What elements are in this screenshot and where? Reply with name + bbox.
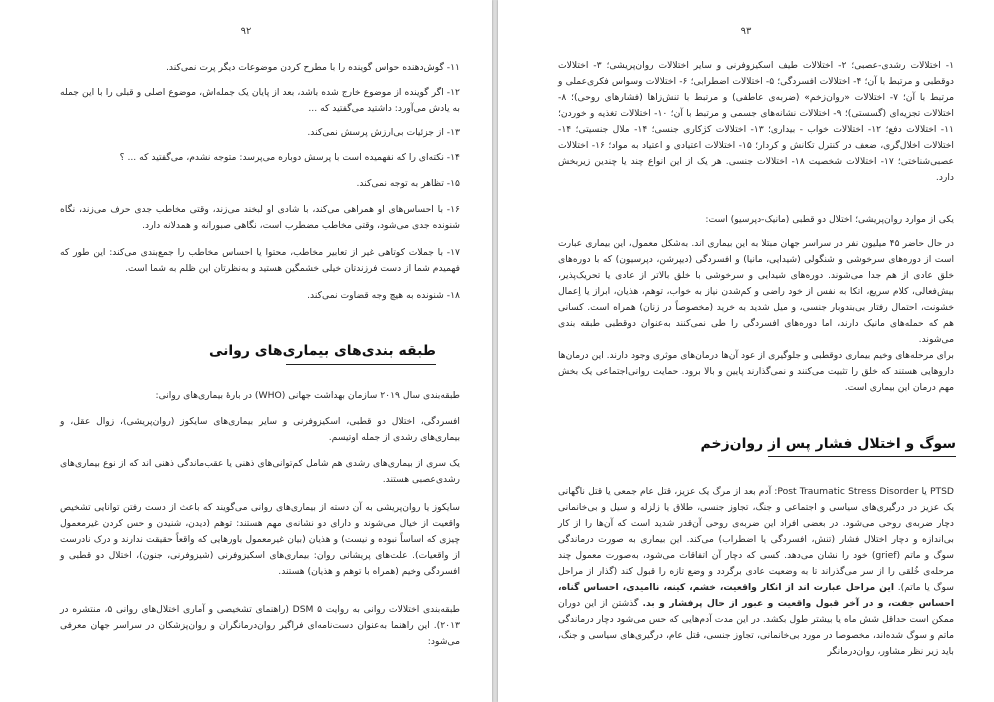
- paragraph: سایکوز یا روان‌پریشی به آن دسته از بیماری‌های روانی می‌گویند که باعث از دست رفتن توانایی تشخیص واقعیت از خیال می‌شوند و دارای دو نشانه‌ی مهم هستند: توهم (دیدن، شنیدن و حس کردن غیرمعمول چیزی که اساساً نبوده و نیست) و هذیان (بیان غیرمعمول باورهایی که واقعاً حقیقت ندارند و درک نادرست از واقعیات). علت‌های پریشانی روان: بیماری‌های اسکیزوفرنی (شیزوفرنی، جنون)، اختلال دو قطبی و افسردگی وخیم (همراه با توهم و هذیان) هستند.: [60, 502, 460, 577]
- list-item: ۱۵- تظاهر به توجه نمی‌کند.: [356, 178, 460, 189]
- left-page: [0, 0, 492, 702]
- paragraph: [558, 484, 954, 660]
- list-item: ۱۶- با احساس‌های او همراهی می‌کند، با شادی او لبخند می‌زند، وقتی مخاطب جدی حرف می‌زند، نگاه شنونده جدی می‌شود، وقتی مخاطب مضطرب است، نگاهی صبورانه و همدلانه دارد.: [60, 204, 460, 231]
- paragraph-text: گذشتن از این دوران ممکن است حداقل شش ماه یا بیشتر طول بکشد. در این مدت آدم‌هایی که حس می‌شود دچار درماندگی ماتم و سوگ شده‌اند، مخصوصا در مورد بی‌خانمانی، تجاوز جنسی، قتل عام، درگیری‌های سیاسی و جنگ، باید زیر نظر مشاور، روان‌درمانگر: [558, 598, 954, 657]
- heading-underline: [768, 456, 956, 457]
- paragraph: ۱- اختلالات رشدی-عصبی؛ ۲- اختلالات طیف اسکیزوفرنی و سایر اختلالات روان‌پریشی؛ ۳- اختلالات دوقطبی و مرتبط با آن؛ ۴- اختلالات افسردگی؛ ۵- اختلالات اضطرابی؛ ۶- اختلالات وسواس فکری‌عملی و مرتبط با آن؛ ۷- اختلالات «روان‌زخم» (ضربه‌ی عاطفی) و مرتبط با تنش‌زاها (فشارهای روحی)؛ ۸- اختلالات تجزیه‌ای (گسستی)؛ ۹- اختلالات نشانه‌های جسمی و مرتبط با آن؛ ۱۰- اختلالات تغذیه و خوردن؛ ۱۱- اختلالات دفع؛ ۱۲- اختلالات خواب - بیداری؛ ۱۳- اختلالات کژکاری جنسی؛ ۱۴- ملال جنسیتی؛ ۱۴- اختلالات اخلال‌گری، ضعف در کنترل تکانش و کردار؛ ۱۵- اختلالات اعتیادی و اعتیاد به مواد؛ ۱۶- اختلالات عصبی‌شناختی؛ ۱۷- اختلالات شخصیت ۱۸- اختلالات جنسی. هر یک از این انواع چند یا چندین زیربخش دارد.: [558, 60, 954, 183]
- page-number: ۹۲: [240, 26, 252, 37]
- paragraph: یک سری از بیماری‌های رشدی هم شامل کم‌توانی‌های ذهنی یا عقب‌ماندگی ذهنی اند که از نوع بیماری‌های رشدی‌عصبی هستند.: [60, 458, 460, 485]
- paragraph: برای مرحله‌های وخیم بیماری دوقطبی و جلوگیری از عود آن‌ها درمان‌های موثری وجود دارند. این درمان‌ها داروهایی هستند که خلق را تثبیت می‌کنند و نمی‌گذارند پایین و بالا برود. حمایت روانی‌اجتماعی یک بخش مهم درمان این بیماری است.: [558, 350, 954, 393]
- paragraph: در حال حاضر ۴۵ میلیون نفر در سراسر جهان مبتلا به این بیماری اند. به‌شکل معمول، این بیماری عبارت است از دوره‌های سرخوشی و شنگولی (شیدایی، مانیا) و افسردگی (دیپرشن، دپرسیون) که با دوره‌های خلق عادی از هم جدا می‌شوند. دوره‌های شیدایی و سرخوشی با خلق بالاتر از عادی یا تحریک‌پذیر، بیش‌فعالی، کلام سریع، اتکا به نفس از خود راضی و کم‌شدن نیاز به خواب، توهم، هذیان، ابراز یا اِعمال خشونت، احتمال رفتار بی‌بندوبار جنسی، و میل شدید به خرید (مخصوصاً در زنان) همراه است. کسانی هم که حمله‌های مانیک دارند، اما دوره‌های افسردگی را طی نمی‌کنند به‌عنوان دوقطبی طبقه بندی می‌شوند.: [558, 238, 954, 345]
- heading-underline: [286, 364, 436, 365]
- list-item: ۱۷- با جملات کوتاهی غیر از تعابیر مخاطب، محتوا یا احساس مخاطب را جمع‌بندی می‌کند: این طور که فهمیدم شما از دست فرزندتان خیلی خشمگین هستید و به‌نظرتان این ظلم به شما است.: [60, 247, 460, 274]
- section-heading: طبقه بندی‌های بیماری‌های روانی: [208, 343, 436, 359]
- section-heading: سوگ و اختلال فشار پس از روان‌زخم: [700, 436, 956, 452]
- list-item: ۱۴- نکته‌ای را که نفهمیده است با پرسش دوباره می‌پرسد: متوجه نشدم، می‌گفتید که ... ؟: [119, 152, 460, 163]
- paragraph: طبقه‌بندی سال ۲۰۱۹ سازمان بهداشت جهانی (WHO) در بارهٔ بیماری‌های روانی:: [155, 390, 460, 401]
- right-page: [498, 0, 994, 702]
- list-item: ۱۱- گوش‌دهنده حواس گوینده را با مطرح کردن موضوعات دیگر پرت نمی‌کند.: [166, 62, 460, 73]
- list-item: ۱۳- از جزئیات بی‌ارزش پرسش نمی‌کند.: [307, 127, 460, 138]
- page-number: ۹۳: [740, 26, 752, 37]
- paragraph: طبقه‌بندی اختلالات روانی به روایت DSM ۵ (راهنمای تشخیصی و آماری اختلال‌های روانی ۵، منتشره در ۲۰۱۳). این راهنما به‌عنوان دست‌نامه‌ای فراگیر روان‌درمانگران و روان‌پزشکان در سراسر جهان معرفی می‌شود:: [60, 604, 460, 647]
- paragraph: یکی از موارد روان‌پریشی؛ اختلال دو قطبی (مانیک-دپرسیو) است:: [705, 214, 954, 225]
- list-item: ۱۸- شنونده به هیچ وجه قضاوت نمی‌کند.: [307, 290, 460, 301]
- list-item: ۱۲- اگر گوینده از موضوع خارج شده باشد، بعد از پایان یک جمله‌اش، موضوع اصلی و قبلی را با این جمله به یادش می‌آورد: داشتید می‌گفتید که ...: [60, 87, 460, 114]
- paragraph-text: PTSD یا Post Traumatic Stress Disorder: آدم بعد از مرگ یک عزیز، قتل عام جمعی یا قتل ناگهانی یک عزیز در درگیری‌های سیاسی و اجتماعی و جنگ، تجاوز جنسی، طلاق یا زلزله و سیل و بی‌خانمانی دچار ضربه‌ی روحی می‌شود. در بعضی افراد این ضربه‌ی روحی آن‌قدر شدید است که آن‌ها را از کار بی‌اندازه و دچار اختلال فشار (تنش، افسردگی یا اضطراب) می‌کند. این بیماری به صورت درماندگی سوگ و ماتم (grief) خود را نشان می‌دهد. کسی که دچار آن اتفاقات می‌شود، به‌صورت معمول چند مرحله‌ی خُلقی را از سر می‌گذراند تا به وضعیت عادی برگردد و وضع تازه را قبول کند (گذار از مراحل سوگ یا ماتم).: [558, 486, 955, 593]
- paragraph: افسردگی، اختلال دو قطبی، اسکیزوفرنی و سایر بیماری‌های سایکوز (روان‌پریشی)، زوال عقل، و بیماری‌های رشدی از جمله اوتیسم.: [60, 416, 460, 443]
- bold-text: این مراحل عبارت اند از انکار واقعیت، خشم، کینه، ناامیدی، احساس گناه، احساس جفت، و در آخر قبول واقعیت و عبور از حال پرفشار و بد.: [558, 582, 955, 609]
